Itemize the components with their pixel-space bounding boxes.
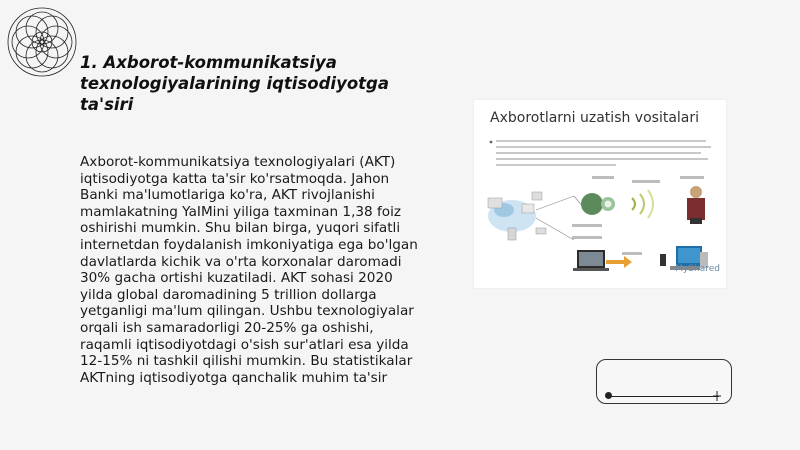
slide-title: 1. Axborot-kommunikatsiya texnologiyalarining iqtisodiyotga ta'siri [80,53,389,114]
image-title: Axborotlarni uzatish vositalari [490,110,700,126]
plus-icon[interactable] [712,387,722,403]
embedded-diagram-image [474,100,726,288]
progress-handle[interactable] [605,392,612,399]
progress-track[interactable] [609,396,719,397]
slide-body-text: Axborot-kommunikatsiya texnologiyalari (AKT) iqtisodiyotga katta ta'sir ko'rsatmoqda. Jahon Banki ma'lumotlariga ko'ra, AKT rivojlanishi mamlakatning YaIMini yiliga taxminan 1,38 foiz oshirishi mumkin. Shu bilan birga, yuqori sifatli internetdan foydalanish imkoniyatiga ega bo'lgan davlatlarda kichik va o'rta korxonalar daromadi 30% gacha ortishi kuzatiladi. AKT sohasi 2020 yilda global daromadining 5 trillion dollarga yetganligi ma'lum qilingan. Ushbu texnologiyalar orqali ish samaradorligi 20-25% ga oshishi, raqamli iqtisodiyotdagi o'sish sur'atlari esa yilda 12-15% ni tashkil qilishi mumkin. Bu statistikalar AKTning iqtisodiyotga qanchalik muhim ta'sir [80,154,418,386]
media-playback-control[interactable] [596,359,732,404]
communication-diagram-illustration [474,100,726,288]
image-watermark: MyShared [675,264,720,274]
circular-rosette-logo [4,4,80,80]
